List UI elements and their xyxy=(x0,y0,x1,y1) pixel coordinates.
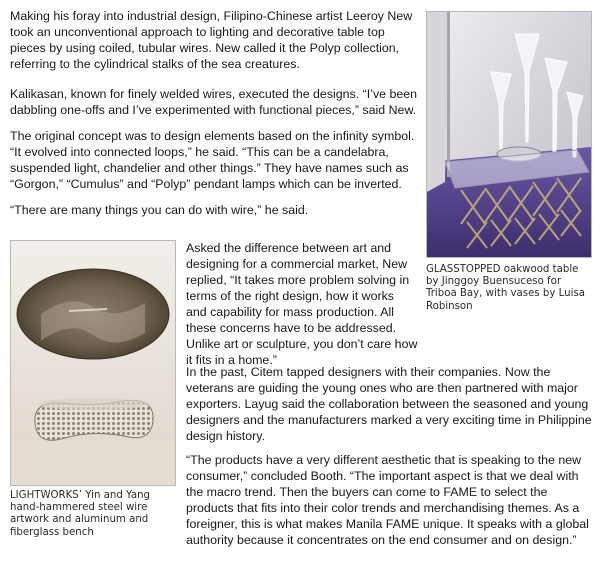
table-photo-frame xyxy=(426,11,592,258)
lightworks-photo-caption: LIGHTWORKS’ Yin and Yang hand-hammered steel wire artwork and aluminum and fiberglass bench xyxy=(10,490,151,538)
article-paragraph-7: “The products have a very different aesthetic that is speaking to the new consumer,” concluded Booth. “The important aspect is that we deal with the macro trend. Then the buyers can come to FAME to select the products that fits into their color trends and merchandising themes. As a foreigner, this is what makes Manila FAME unique. It speaks with a global authority because it concentrates on the end consumer and on design.” xyxy=(186,453,589,547)
glasstopped-table-photo xyxy=(427,12,591,257)
article-paragraph-5: Asked the difference between art and designing for a commercial market, New replied, “It takes more problem solving in terms of the right design, how it works and capability for mass production. All these concerns have to be addressed. Unlike art or sculpture, you don’t care how it fits in a home.” xyxy=(186,241,418,367)
lightworks-photo-frame xyxy=(10,240,176,486)
article-paragraph-3: The original concept was to design elements based on the infinity symbol. “It evolved into connected loops,” he said. “This can be a candelabra, suspended light, chandelier and other things.” They have names such as “Gorgon,” “Cumulus” and “Polyp” pendant lamps which can be inverted. xyxy=(10,129,415,191)
article-paragraph-6: In the past, Citem tapped designers with their companies. Now the veterans are guiding the young ones who are then partnered with major exporters. Layug said the collaboration between the seasoned and young designers and the manufacturers marked a very exciting time in Philippine design history. xyxy=(186,365,592,443)
article-paragraph-4: “There are many things you can do with wire,” he said. xyxy=(10,203,309,217)
article-paragraph-1: Making his foray into industrial design, Filipino-Chinese artist Leeroy New took an unconventional approach to lighting and decorative table top pieces by using coiled, tubular wires. New called it the Polyp collection, referring to the cylindrical stalks of the sea creatures. xyxy=(10,9,413,71)
lightworks-artwork-photo xyxy=(11,241,175,485)
article-paragraph-2: Kalikasan, known for finely welded wires, executed the designs. “I’ve been dabbling one-offs and I’ve experimented with functional pieces,” said New. xyxy=(10,87,418,117)
table-photo-caption: GLASSTOPPED oakwood table by Jinggoy Buensuceso for Triboa Bay, with vases by Luisa Robinson xyxy=(426,264,585,312)
